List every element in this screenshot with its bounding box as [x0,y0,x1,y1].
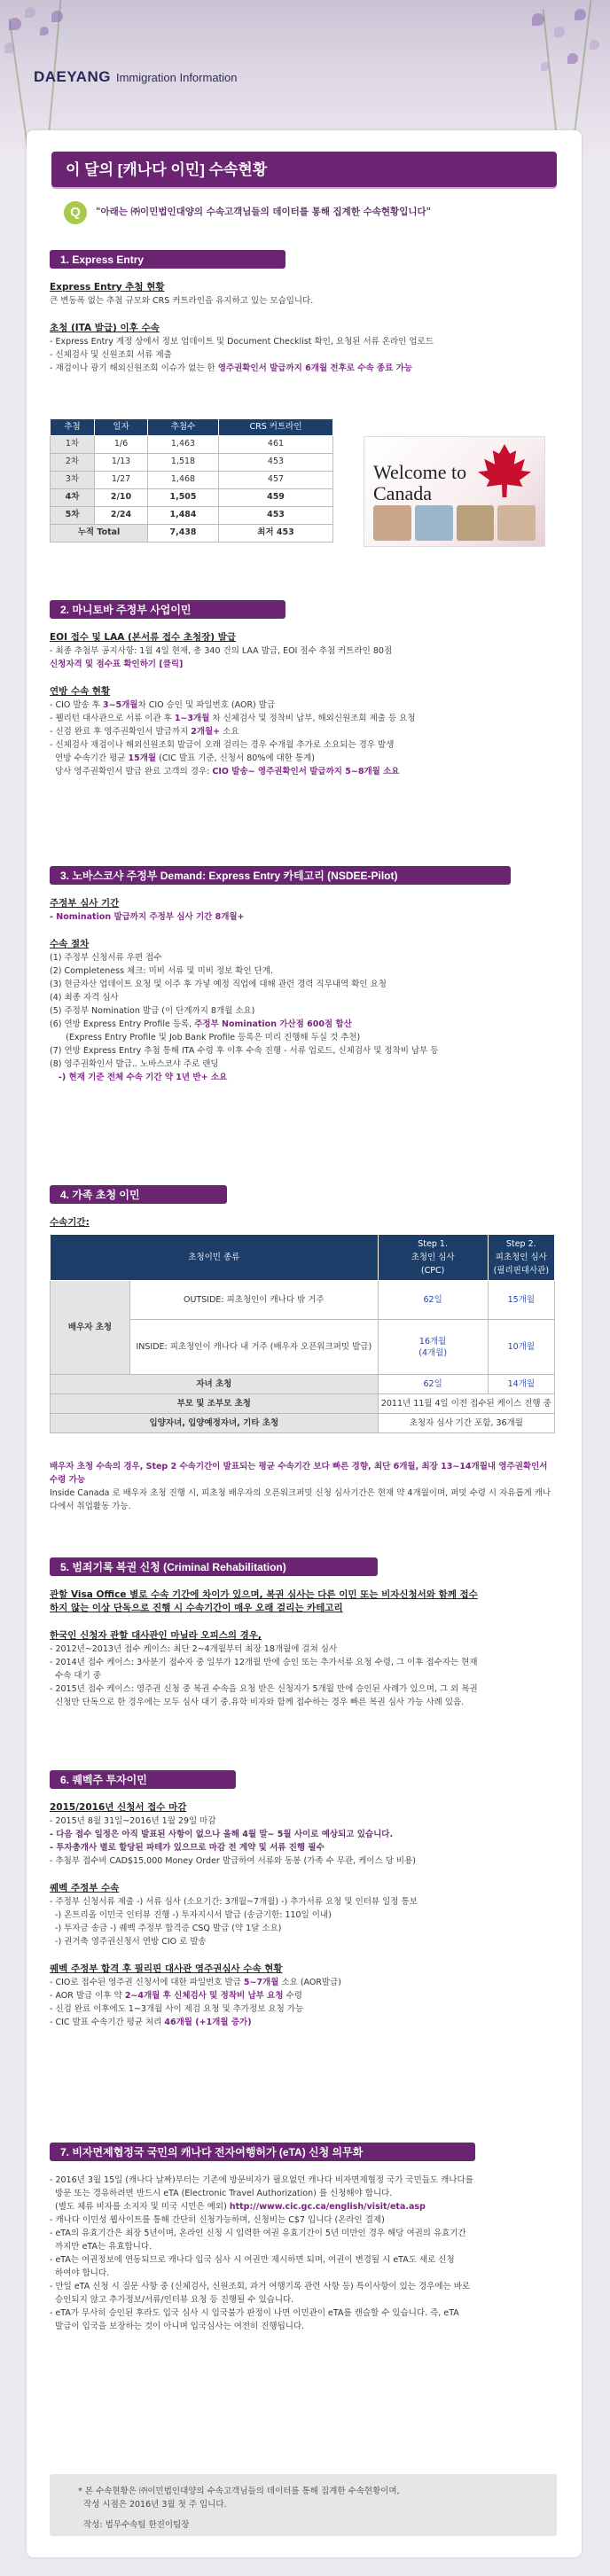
table-cell: 1,518 [148,454,219,472]
column-header: 추첨 [51,419,95,436]
text-line [50,725,564,738]
subheading: 2015/2016년 신청서 접수 마감 [50,1802,187,1813]
highlight-text: CIO 발송~ 영주권확인서 발급까지 5~8개월 소요 [212,767,400,777]
subheading: 한국인 신청자 관할 대사관인 마닐라 오피스의 경우, [50,1630,262,1641]
text-line: - 최종 추첨부 공지사항: 1월 4일 현재, 총 340 건의 LAA 발급, EOI 점수 추첨 커트라인 80점 [50,646,393,656]
section-title: 1. Express Entry [60,254,145,266]
text-line: 하여야 합니다. [50,2268,110,2278]
text-line [50,2016,564,2029]
table-cell: 입양자녀, 입양예정자녀, 기타 초청 [51,1414,379,1433]
text-line: 큰 변동폭 없는 추첨 규모와 CRS 커트라인을 유지하고 있는 모습입니다. [50,296,314,306]
table-cell: 453 [219,507,333,525]
text-line: -) 온트리올 이민국 인터뷰 진행 -) 투자지시서 발급 (송금기한: 110일 이내) [50,1910,332,1920]
text-line: - 2014년 접수 케이스: 3사분기 접수자 중 일부가 12개월 만에 승인 또는 추가서류 요청 수령, 그 이후 접수자는 현재 [50,1658,478,1667]
text-span: 당사 영주권확인서 발급 완료 고객의 경우: [50,767,213,777]
text-line: - eTA는 여권정보에 연동되므로 캐나다 입국 심사 시 여권만 제시하면 되며, 여권이 변경될 시 eTA도 새로 신청 [50,2255,455,2265]
step-item: (4) 최종 자격 심사 [50,993,119,1003]
text-span: (별도 체류 비자를 소지자 및 미국 시민은 예외) [50,2202,230,2212]
column-header: 일자 [95,419,148,436]
text-span: - 신검 완료 후 영주권확인서 발급까지 [50,727,192,737]
section-title: 2. 마니토바 주정부 사업이민 [60,604,192,616]
text-line: 신청만 단독으로 한 경우에는 모두 심사 대기 중.유학 비자와 함께 접수하는 경우 빠른 복권 심사 가능 사례 있음. [50,1698,465,1707]
text-span: 소요 (AOR발급) [278,1978,341,1987]
section-manitoba-body [50,631,564,778]
table-row [51,1281,555,1320]
subheading: 주정부 심사 기간 [50,898,120,909]
table-cell: 2011년 11월 4일 이전 접수된 케이스 진행 중 [378,1394,554,1414]
text-span: - CIC 발표 수속기간 평균 처리 [50,2018,165,2027]
text-line: -) 투자금 송금 -) 퀘벡 주정부 합격증 CSQ 발급 (약 1달 소요) [50,1924,282,1933]
subheading: 퀘벡 주정부 수속 [50,1883,120,1893]
section-manitoba-header [50,600,285,619]
table-cell: 7,438 [148,525,219,543]
table-cell: INSIDE: 피초청인이 캐나다 내 거주 (배우자 오픈워크퍼밋 발급) [130,1320,379,1375]
page-title-bar [51,152,557,187]
text-line: - Nomination 발급까지 주정부 심사 기간 8개월+ [50,912,245,922]
table-cell: 초청자 심사 기간 포함, 36개월 [378,1414,554,1433]
section-title: 7. 비자면제협정국 국민의 캐나다 전자여행허가 (eTA) 신청 의무화 [60,2146,364,2158]
table-cell: 1,468 [148,472,219,489]
text-span: (6) 연방 Express Entry Profile 등록, [50,1019,195,1029]
section-family-header [50,1185,227,1204]
text-line: - 2015년 8월 31일~2016년 1월 29일 마감 [50,1816,216,1826]
step-item [50,1018,564,1031]
text-line: - 캐나다 이민성 웹사이트를 통해 간단히 신청가능하며, 신청비는 C$7 입니다 (온라인 결제) [50,2215,385,2225]
table-cell: 453 [219,454,333,472]
image-text: Welcome to [373,461,467,483]
text-line: - 신체검사 및 신원조회 서류 제출 [50,350,172,360]
table-cell: 1,463 [148,436,219,454]
text-line: Inside Canada 로 배우자 초청 진행 시, 피초청 배우자의 오픈워크퍼밋 신청 심사기간은 현재 약 4개월이며, 퍼밋 수령 시 자유롭게 캐나다에서 취업활동 가능. [50,1488,551,1511]
text-line: 승인되지 않고 추가정보/서류/인터뷰 요청 등 진행될 수 있습니다. [50,2295,294,2305]
step-item: (5) 주정부 Nomination 발급 (이 단계까지 8개월 소요) [50,1006,255,1016]
highlight-text: 3~5개월 [102,700,138,710]
subheading: 수속기간: [50,1217,90,1228]
text-span: (CIC 발표 기준, 신청서 80%에 대한 통계) [156,753,315,763]
header-line: 피초청인 심사 [495,1253,547,1262]
table-cell: 459 [219,489,333,507]
note-line: * 본 수속현황은 ㈜이민법인대양의 수속고객님들의 데이터를 통해 집계한 수속현황이며, [78,2486,400,2496]
text-line: - 만일 eTA 신청 시 질문 사항 중 (신체검사, 신원조회, 과거 여행기록 관련 사항 등) 특이사항이 있는 경우에는 바로 [50,2282,471,2291]
header-line: (CPC) [420,1266,445,1276]
section-nova-scotia-header [50,866,511,885]
table-row [51,1414,555,1433]
section-family-notes [50,1460,555,1513]
column-header: 초청이민 종류 [51,1235,379,1281]
image-text: Canada [373,482,432,504]
table-cell: 15개월 [488,1281,554,1320]
intro [64,199,431,227]
table-cell: 배우자 초청 [51,1281,130,1375]
table-cell: 부모 및 조부모 초청 [51,1394,379,1414]
table-cell: 14개월 [488,1375,554,1394]
note-line: 작성 시점은 2016년 3월 첫 주 입니다. [78,2500,227,2510]
intro-text: "아래는 ㈜이민법인대양의 수속고객님들의 데이터를 통해 집계한 수속현황입니다" [96,207,432,218]
table-cell: 1/27 [95,472,148,489]
section-title: 4. 가족 초청 이민 [60,1189,140,1201]
text-line [50,362,564,375]
text-line [50,765,564,778]
highlight-text: 1~3개월 [174,714,210,723]
highlight-text: 영주권확인서 발급까지 6개월 전후로 수속 종료 가능 [217,363,412,373]
text-line: 방문 또는 경유하려면 반드시 eTA (Electronic Travel Authorization) 를 신청해야 합니다. [50,2189,393,2198]
section-express-entry-body [50,281,564,375]
table-row [51,472,333,489]
text-line: -) 권거축 영주권신청서 연방 CIO 로 발송 [50,1937,207,1947]
section-quebec-header [50,1770,236,1789]
text-span: - CIO 발송 후 [50,700,103,710]
column-header [378,1235,488,1281]
text-span: - CIO로 접수된 영주권 신청서에 대한 파일번호 발급 [50,1978,244,1987]
section-eta-header [50,2143,475,2161]
step-summary: -) 현재 기준 전체 수속 기간 약 1년 반+ 소요 [50,1073,228,1082]
column-header: CRS 커트라인 [219,419,333,436]
text-line: - 신검 완료 이후에도 1~3개월 사이 제검 요청 및 추가정보 요청 가능 [50,2004,304,2014]
section-title: 5. 범죄기록 복권 신청 (Criminal Rehabilitation) [60,1561,286,1573]
text-line [50,1976,564,1989]
table-cell: 2/10 [95,489,148,507]
text-span: 수령 [283,1991,302,2001]
brand-subtitle: Immigration Information [115,71,238,84]
maple-leaf-icon [478,444,531,497]
table-row [51,436,333,454]
text-span: - 재검이나 광기 해외신원조회 이슈가 없는 한 [50,363,218,373]
table-cell: 62일 [378,1375,488,1394]
text-line: - eTA의 유효기간은 최장 5년이며, 온라인 신청 시 입력한 여권 유효기간이 5년 미만인 경우 해당 여권의 유효기간 [50,2229,466,2238]
table-cell: OUTSIDE: 피초청인이 캐나다 밖 거주 [130,1281,379,1320]
section-title: 6. 퀘벡주 투자이민 [60,1774,147,1786]
text-line: - 2012년~2013년 접수 케이스: 최단 2~4개월부터 최장 18개월에 걸쳐 심사 [50,1644,338,1654]
table-cell: 10개월 [488,1320,554,1375]
highlight-text: 46개월 (+1개월 증가) [164,2018,252,2027]
text-line: - 추첨부 접수비 CAD$15,000 Money Order 발급하여 서류와 동봉 (가족 수 무관, 케이스 당 비용) [50,1856,416,1866]
table-cell: 1차 [51,436,95,454]
brand-logo [34,66,238,89]
column-header [488,1235,554,1281]
cell-line: (4개월) [418,1347,448,1358]
subheading: 퀘벡 주정부 합격 후 필리핀 대사관 영주권심사 수속 현황 [50,1963,283,1974]
text-line: 발급이 입국을 보장하는 것이 아니며 입국심사는 여전히 진행됩니다. [50,2322,305,2331]
table-cell: 누적 Total [51,525,148,543]
table-cell: 2차 [51,454,95,472]
text-line: - 2015년 접수 케이스: 영주권 신청 중 복권 수속을 요청 받은 신청자가 5개월 만에 승인된 사례가 있으며, 그 외 복권 [50,1684,478,1694]
eta-link[interactable]: http://www.cic.gc.ca/english/visit/eta.asp [229,2202,426,2212]
step-item: (Express Entry Profile 및 Job Bank Profile 등록은 미리 진행해 두실 것 추천) [50,1033,361,1042]
table-row [51,454,333,472]
brand-name: DAEYANG [34,68,111,85]
question-icon: Q [64,201,87,224]
section-eta-body [50,2174,564,2333]
text-line: - 주정부 신청서류 제출 -) 서류 심사 (소요기간: 3개월~7개월) -) 추가서류 요청 및 인터뷰 일정 통보 [50,1897,418,1907]
table-cell: 3차 [51,472,95,489]
family-sponsorship-table [50,1234,555,1433]
text-line: - eTA가 무사히 승인된 후라도 입국 심사 시 입국불가 판정이 나면 이민관이 eTA를 캔슬할 수 있습니다. 즉, eTA [50,2308,459,2318]
text-line: 까지만 eTA는 유효합니다. [50,2242,152,2252]
text-line: - Express Entry 계정 상에서 정보 업데이트 및 Document Checklist 확인, 요청된 서류 온라인 업로드 [50,337,434,347]
express-entry-draw-table [50,418,333,543]
subheading: 초청 (ITA 발급) 이후 수속 [50,323,160,333]
section-nova-scotia-body [50,897,564,1084]
text-span: 차 신체검사 및 정착비 납부, 해외신원조회 제출 등 요청 [209,714,416,723]
table-cell: 1/13 [95,454,148,472]
table-row [51,507,333,525]
section-family-label [50,1216,564,1229]
highlight-text: 주정부 Nomination 가산점 600점 합산 [194,1019,352,1029]
text-line: - 신체검사 재검이나 해외신원조회 발급이 오래 걸리는 경우 수개월 추가로 소요되는 경우 발생 [50,740,395,750]
step-item: (1) 주정부 신청서류 우편 접수 [50,953,162,963]
table-cell: 1/6 [95,436,148,454]
highlight-text: 15개월 [128,753,157,763]
table-row [51,1394,555,1414]
text-line: - 다음 접수 일정은 아직 발표된 사항이 없으나 올해 4월 말~ 5월 사이로 예상되고 있습니다. [50,1830,394,1839]
text-span: 연방 수속기간 평균 [50,753,129,763]
text-line: 수속 대기 중 [50,1671,101,1681]
subheading: 수속 절차 [50,939,90,949]
section-express-entry-header [50,250,285,269]
step-item: (8) 영주권확인서 발급.. 노바스코샤 주로 랜딩 [50,1059,219,1069]
table-cell: 최저 453 [219,525,333,543]
header-line: Step 1. [418,1239,448,1249]
table-cell: 2/24 [95,507,148,525]
cell-line: 16개월 [418,1336,447,1347]
subheading: Express Entry 추첨 현황 [50,282,165,293]
header-line: Step 2. [505,1239,536,1249]
text-line [50,1989,564,2002]
section-rehabilitation-body [50,1589,564,1709]
table-total-row [51,525,333,543]
header-banner [0,0,610,151]
table-cell: 1,484 [148,507,219,525]
step-item: (7) 연방 Express Entry 추첨 통해 ITA 수령 후 이후 수속 진행 - 서류 업로드, 신체검사 및 정착비 납부 등 [50,1046,439,1056]
subheading: EOI 접수 및 LAA (본서류 접수 초청장) 발급 [50,632,236,643]
section-title: 3. 노바스코샤 주정부 Demand: Express Entry 카테고리 (NSDEE-Pilot) [60,870,398,882]
newsletter-panel [27,130,582,2557]
highlight-text: 5~7개월 [243,1978,279,1987]
column-header: 추첨수 [148,419,219,436]
header-line: (필리핀대사관) [493,1266,550,1276]
text-span: - 웰리턴 대사관으로 서류 이관 후 [50,714,175,723]
table-cell: 자녀 초청 [51,1375,379,1394]
welcome-to-canada-image [364,436,545,547]
section-rehabilitation-header [50,1557,378,1576]
table-cell: 5차 [51,507,95,525]
table-row [51,489,333,507]
text-line: - 투자총개사 별로 할당된 파테가 있으므로 마감 전 계약 및 서류 진행 필수 [50,1843,325,1853]
table-cell [378,1320,488,1375]
text-span: 차 CIO 승인 및 파일번호 (AOR) 발급 [137,700,276,710]
text-line [50,712,564,725]
highlight-text: 2~4개월 후 신체검사 및 정착비 납부 요청 [124,1991,284,2001]
section-quebec-body [50,1801,564,2029]
table-cell: 62일 [378,1281,488,1320]
text-line [50,2200,564,2213]
step-item: (3) 현금자산 업데이트 요청 및 이주 후 가넣 예정 직업에 대해 관련 경력 직무내역 확인 요청 [50,980,387,989]
table-cell: 457 [219,472,333,489]
text-span: 소요 [220,727,239,737]
text-line: 배우자 초청 수속의 경우, Step 2 수속기간이 발표되는 평균 수속기간 보다 빠른 경향, 최단 6개월, 최장 13~14개월내 영주권확인서 수령 가능 [50,1462,548,1485]
table-row [51,1375,555,1394]
step-item: (2) Completeness 체크: 미비 서류 및 미비 정보 확인 단계. [50,966,274,976]
footer-note [50,2474,557,2536]
people-photo [373,505,536,541]
note-line: 작성: 법무수속팀 한진이팀장 [78,2520,190,2530]
highlight-text: 2개월+ [191,727,221,737]
table-cell: 4차 [51,489,95,507]
subheading: 하지 않는 이상 단독으로 진행 시 수속기간이 매우 오래 걸리는 카테고리 [50,1603,343,1613]
text-line [50,752,564,765]
table-cell: 1,505 [148,489,219,507]
text-span: - AOR 발급 이후 약 [50,1991,125,2001]
page-title: 이 달의 [캐나다 이민] 수속현황 [66,161,268,178]
text-line [50,699,564,712]
subheading: 연방 수속 현황 [50,686,111,697]
subheading: 관할 Visa Office 별로 수속 기간에 차이가 있으며, 복권 심사는 다른 이민 또는 비자신청서와 함께 접수 [50,1589,478,1600]
text-line: - 2016년 3월 15일 (캐나다 날짜)부터는 기존에 방문비자가 필요없던 캐나다 비자면제협정 국가 국민들도 캐나다를 [50,2175,473,2185]
header-line: 초청인 심사 [411,1253,455,1262]
table-cell: 461 [219,436,333,454]
eligibility-link[interactable]: 신청자격 및 점수표 확인하기 [클릭] [50,660,184,669]
